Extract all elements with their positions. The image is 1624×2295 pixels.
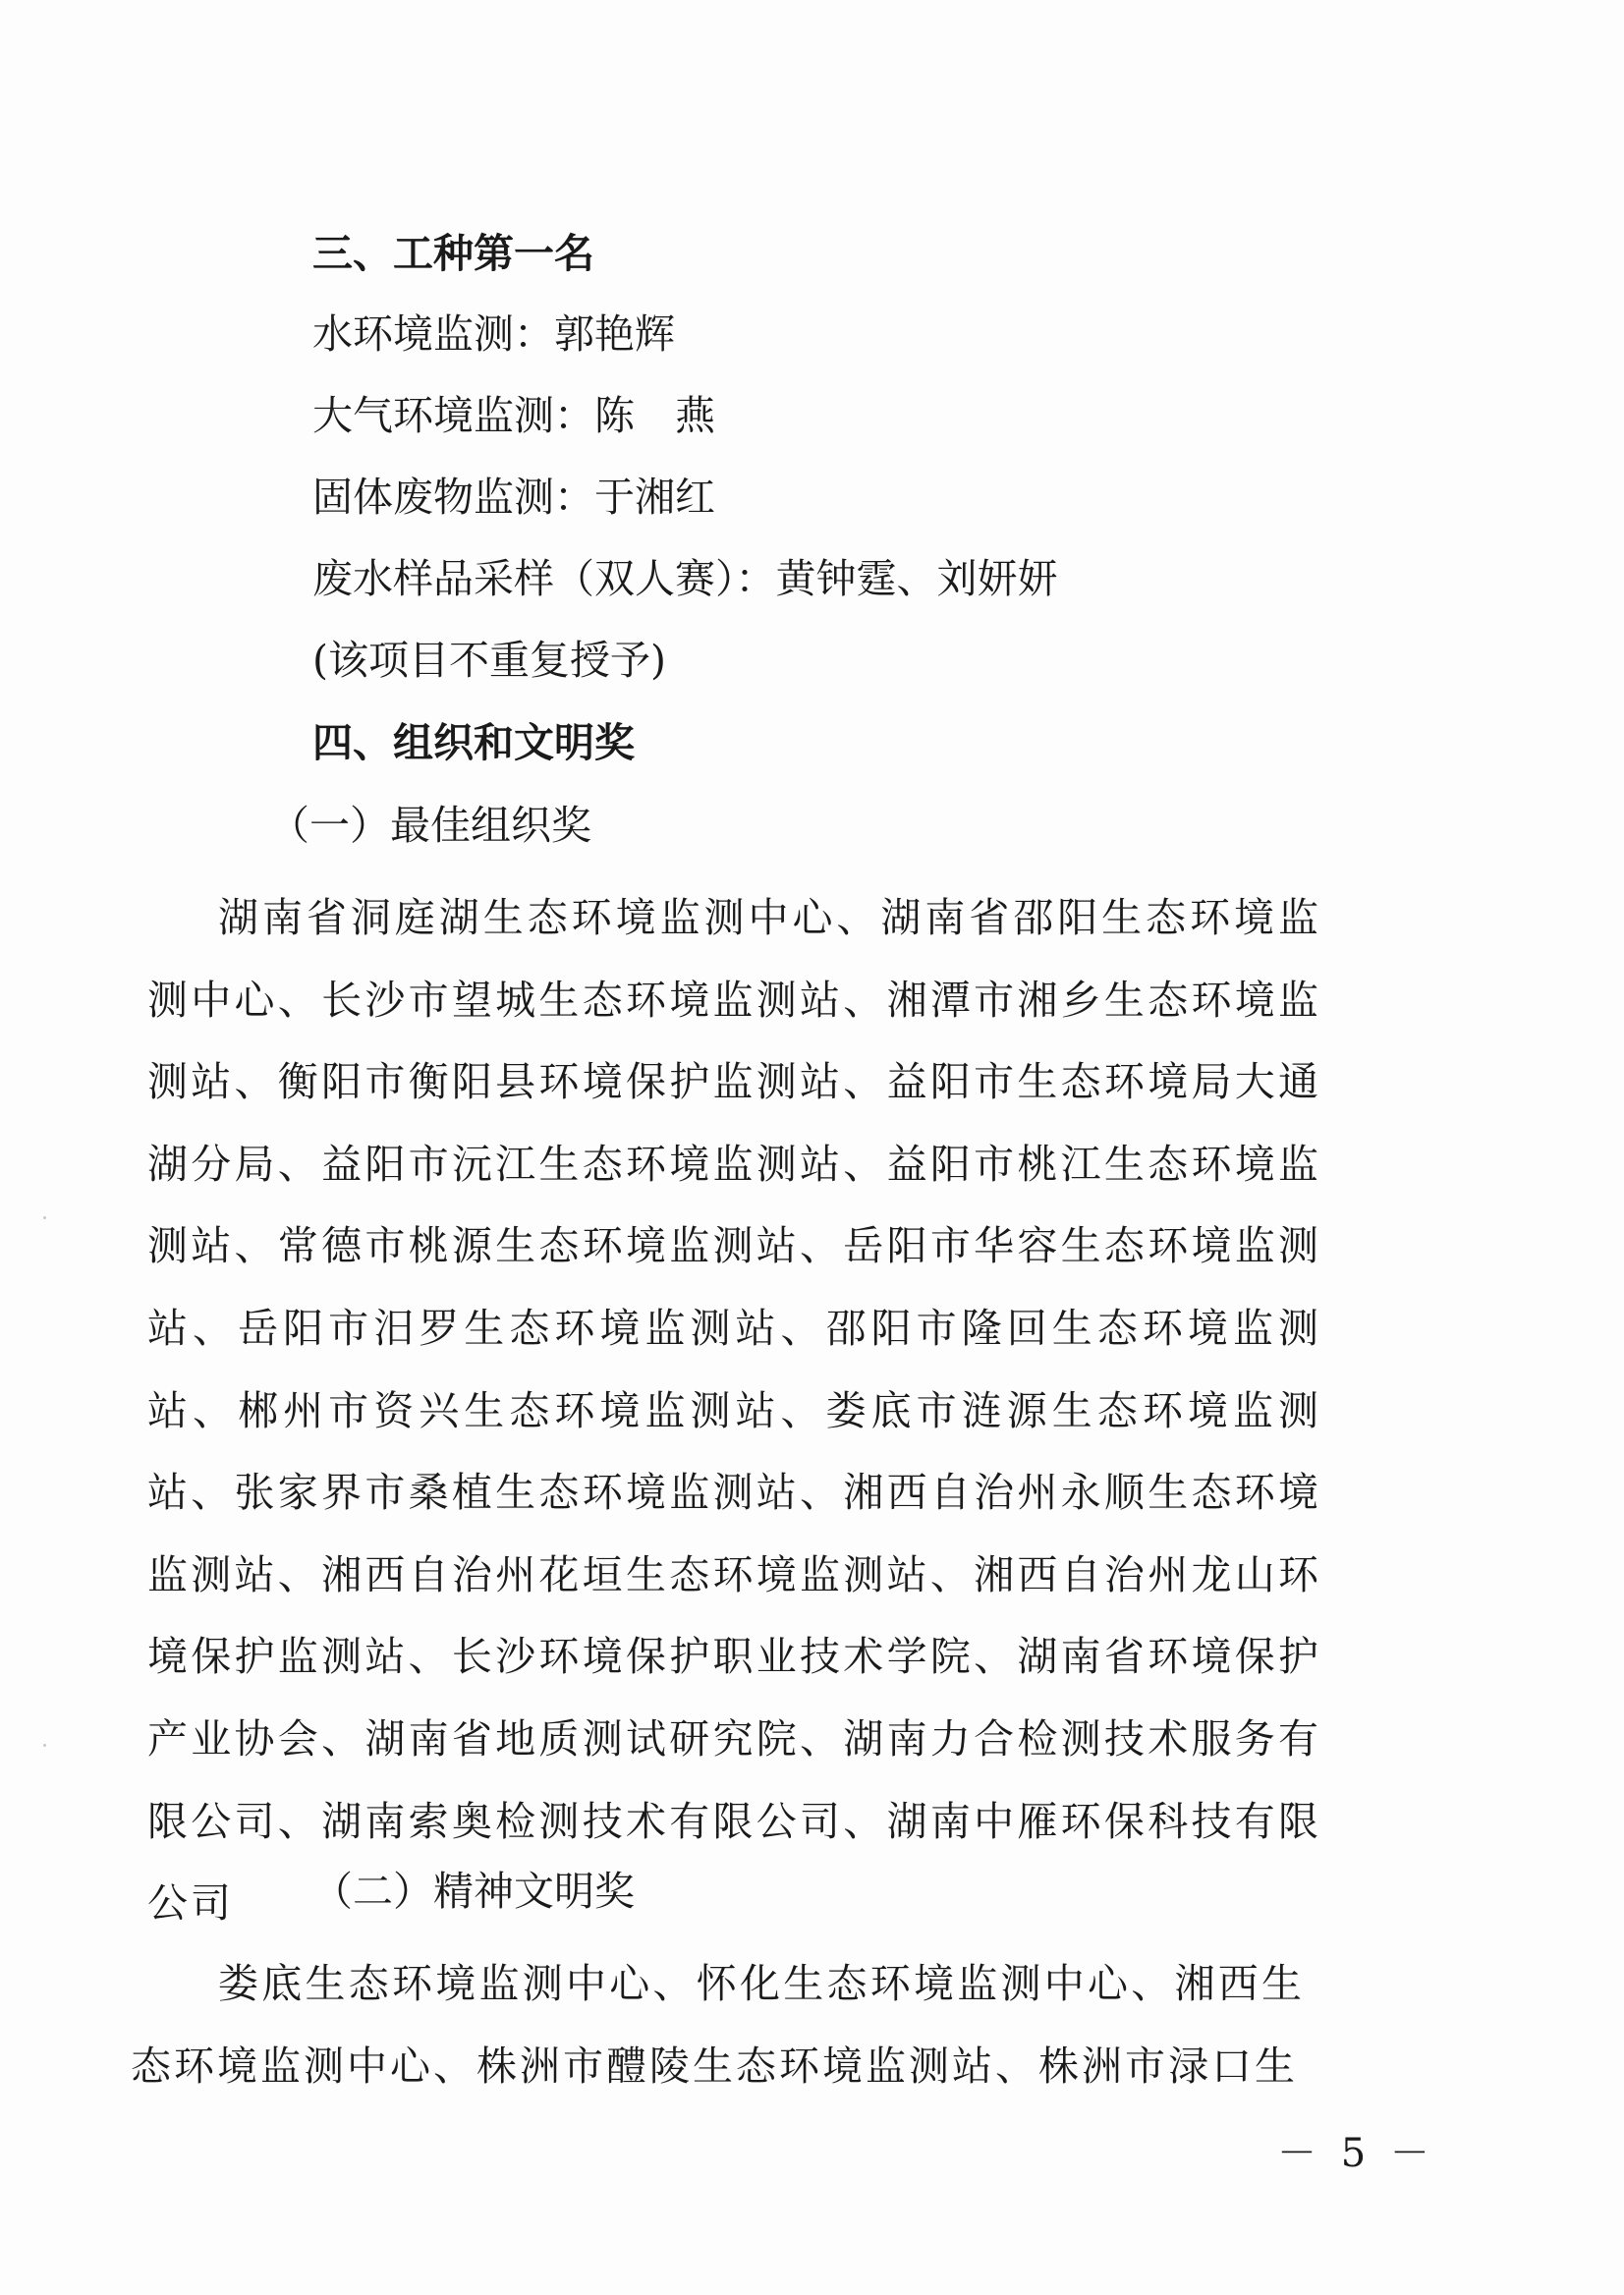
award-item-wastewater-sampling: 废水样品采样（双人赛）：黄钟霆、刘妍妍 bbox=[312, 555, 1058, 602]
spiritual-civilization-list: 娄底生态环境监测中心、怀化生态环境监测中心、湘西生态环境监测中心、株洲市醴陵生态环境监测站、株洲市渌口生 bbox=[131, 1960, 1305, 2090]
best-organization-subheading: （一）最佳组织奖 bbox=[269, 802, 591, 849]
award-item-solid-waste-monitoring: 固体废物监测：于湘红 bbox=[312, 474, 715, 521]
best-organization-list: 湖南省洞庭湖生态环境监测中心、湖南省邵阳生态环境监测中心、长沙市望城生态环境监测站、湘潭市湘乡生态环境监测站、衡阳市衡阳县环境保护监测站、益阳市生态环境局大通湖分局、益阳市沅江生态环境监测站、益阳市桃江生态环境监测站、常德市桃源生态环境监测站、岳阳市华容生态环境监测站、岳阳市汨罗生态环境监测站、邵阳市隆回生态环境监测站、郴州市资兴生态环境监测站、娄底市涟源生态环境监测站、张家界市桑植生态环境监测站、湘西自治州永顺生态环境监测站、湘西自治州花垣生态环境监测站、湘西自治州龙山环境保护监测站、长沙环境保护职业技术学院、湖南省环境保护产业协会、湖南省地质测试研究院、湖南力合检测技术服务有限公司、湖南索奥检测技术有限公司、湖南中雁环保科技有限公司 bbox=[147, 894, 1321, 1928]
spiritual-civilization-subheading: （二）精神文明奖 bbox=[312, 1868, 635, 1915]
award-item-water-monitoring: 水环境监测：郭艳辉 bbox=[312, 310, 675, 358]
page-number: － 5 － bbox=[1277, 2131, 1435, 2176]
section-three-heading: 三、工种第一名 bbox=[312, 230, 594, 277]
award-note-not-repeated: (该项目不重复授予) bbox=[312, 637, 666, 684]
scan-speck bbox=[43, 1216, 46, 1219]
scan-speck bbox=[43, 1744, 46, 1747]
award-item-air-monitoring: 大气环境监测：陈 燕 bbox=[312, 392, 715, 439]
section-four-heading: 四、组织和文明奖 bbox=[312, 719, 635, 766]
